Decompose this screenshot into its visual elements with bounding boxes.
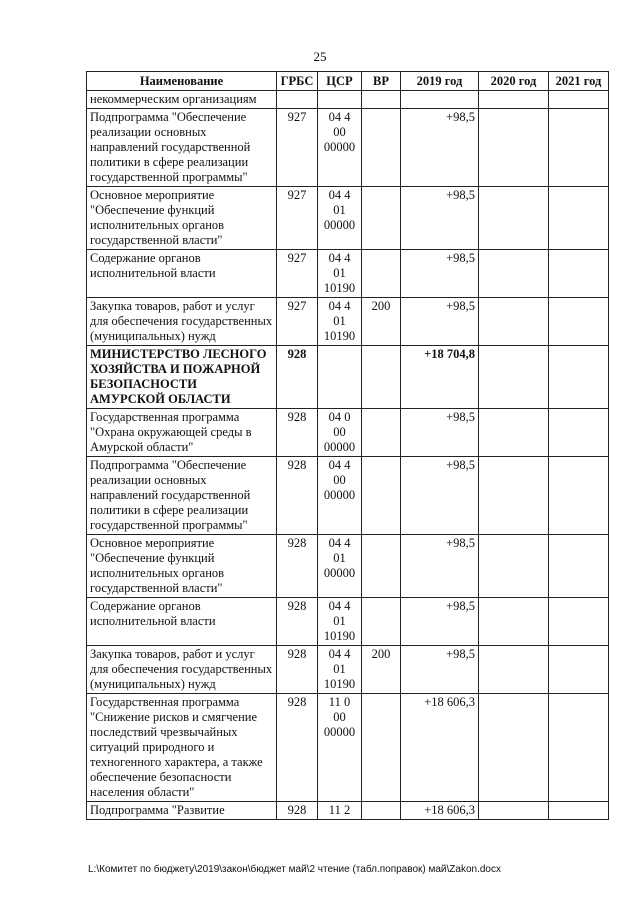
header-2021: 2021 год (549, 72, 609, 91)
row-2020-cell (479, 802, 549, 820)
row-2020-cell (479, 346, 549, 409)
header-csr: ЦСР (318, 72, 362, 91)
row-vr-cell (362, 91, 401, 109)
row-2019-cell: +18 606,3 (401, 694, 479, 802)
row-name-cell: Основное мероприятие "Обеспечение функций исполнительных органов государственной власти" (87, 187, 277, 250)
row-2021-cell (549, 535, 609, 598)
row-2020-cell (479, 535, 549, 598)
row-2019-cell: +18 606,3 (401, 802, 479, 820)
row-2021-cell (549, 457, 609, 535)
row-csr-cell: 04 4 00 00000 (318, 109, 362, 187)
row-2020-cell (479, 409, 549, 457)
table-row (87, 694, 609, 802)
row-grbs-cell: 928 (277, 535, 318, 598)
row-grbs-cell: 927 (277, 298, 318, 346)
row-grbs-cell: 928 (277, 346, 318, 409)
row-grbs-cell: 927 (277, 187, 318, 250)
row-name-cell: Содержание органов исполнительной власти (87, 598, 277, 646)
row-2021-cell (549, 598, 609, 646)
table-row (87, 298, 609, 346)
budget-table (86, 71, 609, 820)
header-2019: 2019 год (401, 72, 479, 91)
row-csr-cell: 04 4 01 10190 (318, 598, 362, 646)
table-row (87, 598, 609, 646)
row-vr-cell (362, 409, 401, 457)
row-2020-cell (479, 457, 549, 535)
table-row (87, 250, 609, 298)
row-vr-cell (362, 250, 401, 298)
row-name-cell: Содержание органов исполнительной власти (87, 250, 277, 298)
row-vr-cell (362, 802, 401, 820)
row-csr-cell (318, 346, 362, 409)
row-2019-cell: +98,5 (401, 409, 479, 457)
table-row (87, 91, 609, 109)
row-vr-cell (362, 457, 401, 535)
row-2021-cell (549, 802, 609, 820)
row-name-cell: МИНИСТЕРСТВО ЛЕСНОГО ХОЗЯЙСТВА И ПОЖАРНОЙ БЕЗОПАСНОСТИ АМУРСКОЙ ОБЛАСТИ (87, 346, 277, 409)
row-grbs-cell: 927 (277, 250, 318, 298)
page-number: 25 (313, 49, 327, 64)
row-2019-cell: +98,5 (401, 646, 479, 694)
row-2020-cell (479, 109, 549, 187)
row-2020-cell (479, 598, 549, 646)
row-vr-cell (362, 346, 401, 409)
row-vr-cell (362, 535, 401, 598)
row-2021-cell (549, 646, 609, 694)
table-row (87, 802, 609, 820)
row-vr-cell (362, 187, 401, 250)
row-grbs-cell: 927 (277, 109, 318, 187)
row-grbs-cell: 928 (277, 598, 318, 646)
row-csr-cell: 04 4 01 00000 (318, 187, 362, 250)
row-name-cell: некоммерческим организациям (87, 91, 277, 109)
row-vr-cell (362, 694, 401, 802)
row-grbs-cell: 928 (277, 802, 318, 820)
row-vr-cell: 200 (362, 298, 401, 346)
row-grbs-cell: 928 (277, 646, 318, 694)
row-csr-cell: 04 4 01 10190 (318, 646, 362, 694)
row-grbs-cell: 928 (277, 409, 318, 457)
row-grbs-cell: 928 (277, 694, 318, 802)
table-row (87, 109, 609, 187)
row-2020-cell (479, 694, 549, 802)
table-row (87, 187, 609, 250)
row-2021-cell (549, 346, 609, 409)
row-2019-cell: +98,5 (401, 535, 479, 598)
row-csr-cell: 11 2 (318, 802, 362, 820)
table-body (87, 91, 609, 820)
row-2021-cell (549, 298, 609, 346)
row-2019-cell: +98,5 (401, 250, 479, 298)
row-2019-cell: +98,5 (401, 457, 479, 535)
row-2019-cell: +98,5 (401, 109, 479, 187)
row-2019-cell: +98,5 (401, 598, 479, 646)
row-csr-cell (318, 91, 362, 109)
table-row (87, 409, 609, 457)
row-2020-cell (479, 646, 549, 694)
row-vr-cell (362, 598, 401, 646)
row-2021-cell (549, 409, 609, 457)
row-2019-cell: +98,5 (401, 298, 479, 346)
row-2020-cell (479, 91, 549, 109)
header-name: Наименование (87, 72, 277, 91)
row-2019-cell: +98,5 (401, 187, 479, 250)
header-2020: 2020 год (479, 72, 549, 91)
header-vr: ВР (362, 72, 401, 91)
footer-file-path: L:\Комитет по бюджету\2019\закон\бюджет май\2 чтение (табл.поправок) май\Zakon.docx (88, 864, 501, 875)
row-grbs-cell: 928 (277, 457, 318, 535)
row-name-cell: Основное мероприятие "Обеспечение функций исполнительных органов государственной власти" (87, 535, 277, 598)
row-vr-cell: 200 (362, 646, 401, 694)
row-name-cell: Закупка товаров, работ и услуг для обеспечения государственных (муниципальных) нужд (87, 298, 277, 346)
header-row (87, 72, 609, 91)
row-csr-cell: 04 4 00 00000 (318, 457, 362, 535)
row-2020-cell (479, 250, 549, 298)
row-2019-cell: +18 704,8 (401, 346, 479, 409)
row-2021-cell (549, 91, 609, 109)
table-row (87, 646, 609, 694)
row-name-cell: Подпрограмма "Обеспечение реализации основных направлений государственной политики в сфере реализации государственной программы" (87, 457, 277, 535)
row-csr-cell: 04 4 01 10190 (318, 250, 362, 298)
table-row (87, 535, 609, 598)
row-name-cell: Государственная программа "Охрана окружающей среды в Амурской области" (87, 409, 277, 457)
row-csr-cell: 04 4 01 10190 (318, 298, 362, 346)
row-grbs-cell (277, 91, 318, 109)
row-2019-cell (401, 91, 479, 109)
row-name-cell: Государственная программа "Снижение рисков и смягчение последствий чрезвычайных ситуаций природного и техногенного характера, а также обеспечение безопасности населения области" (87, 694, 277, 802)
row-name-cell: Подпрограмма "Обеспечение реализации основных направлений государственной политики в сфере реализации государственной программы" (87, 109, 277, 187)
row-2020-cell (479, 187, 549, 250)
row-vr-cell (362, 109, 401, 187)
row-csr-cell: 04 4 01 00000 (318, 535, 362, 598)
row-name-cell: Подпрограмма "Развитие (87, 802, 277, 820)
table-row (87, 346, 609, 409)
row-2021-cell (549, 109, 609, 187)
row-2021-cell (549, 250, 609, 298)
header-grbs: ГРБС (277, 72, 318, 91)
row-name-cell: Закупка товаров, работ и услуг для обеспечения государственных (муниципальных) нужд (87, 646, 277, 694)
table-row (87, 457, 609, 535)
row-2020-cell (479, 298, 549, 346)
row-2021-cell (549, 187, 609, 250)
row-csr-cell: 11 0 00 00000 (318, 694, 362, 802)
row-2021-cell (549, 694, 609, 802)
row-csr-cell: 04 0 00 00000 (318, 409, 362, 457)
